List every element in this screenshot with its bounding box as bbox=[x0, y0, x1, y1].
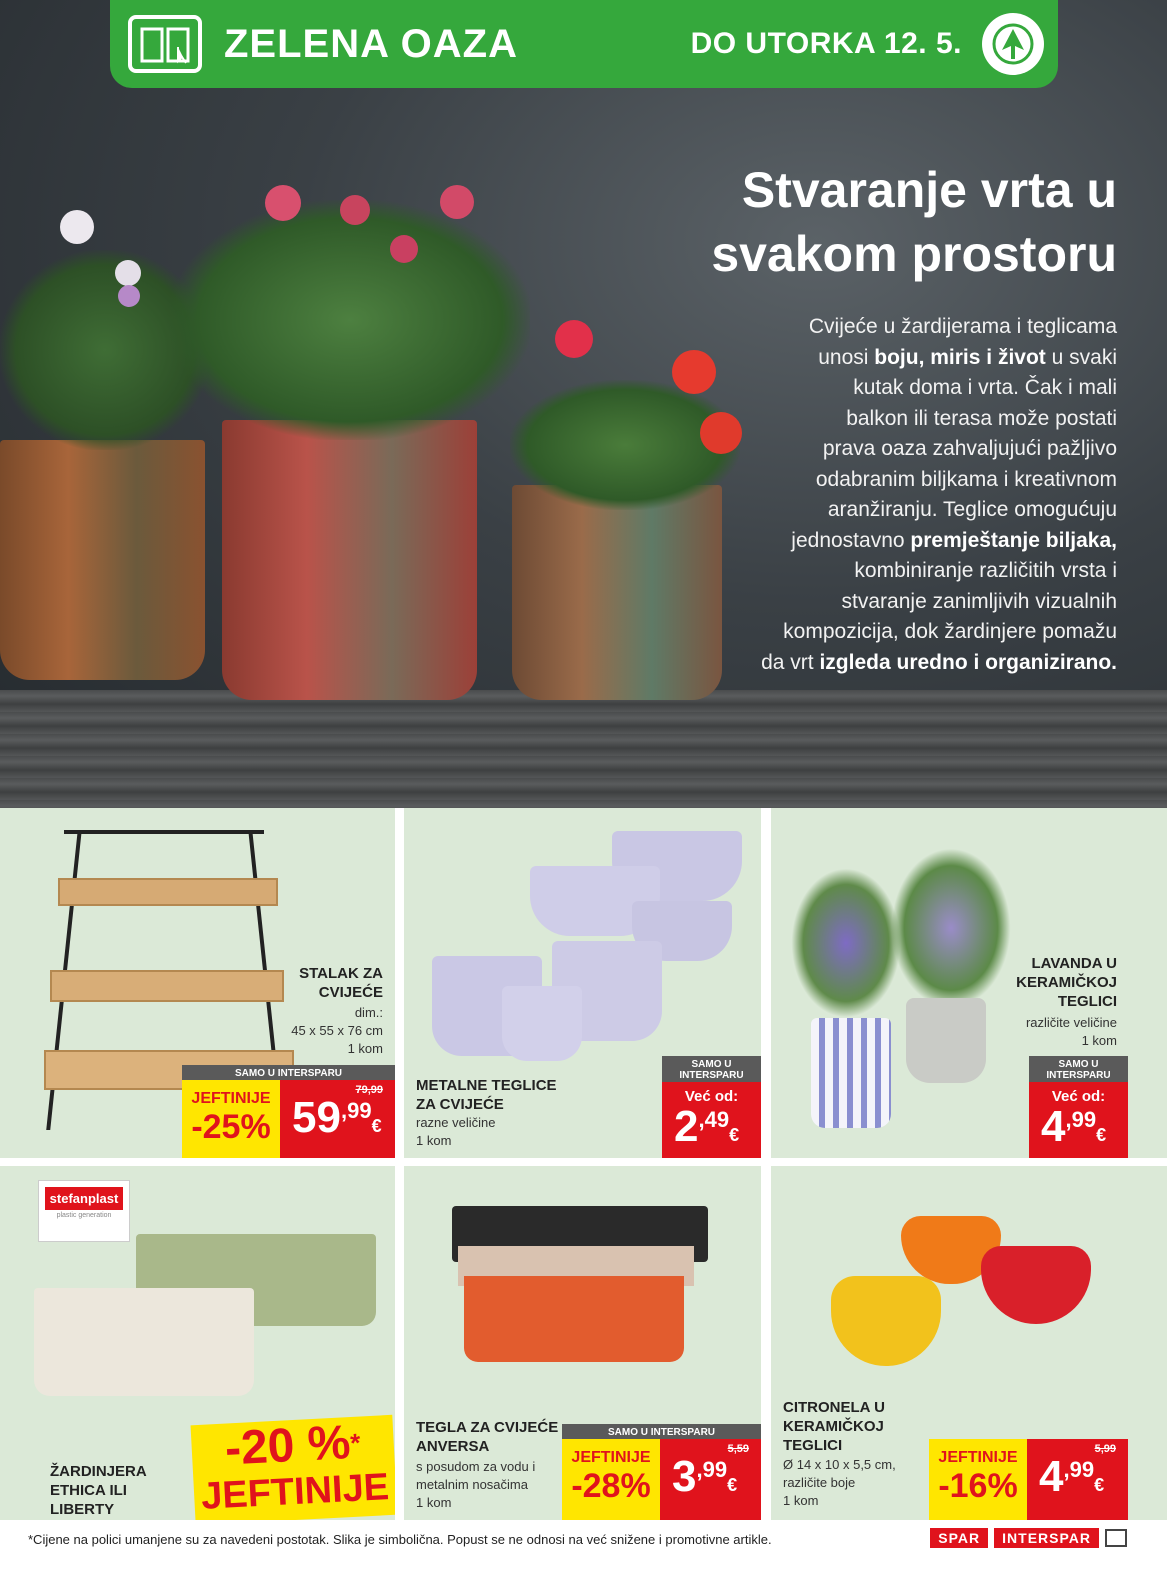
section-title: ZELENA OAZA bbox=[224, 21, 518, 66]
headline-line-2: svakom prostoru bbox=[711, 226, 1117, 282]
intro-line: odabranim biljkama i kreativnom bbox=[815, 467, 1117, 491]
interspar-logo: INTERSPAR bbox=[994, 1528, 1099, 1548]
price-tag: Već od: $4^{,99}€$ bbox=[1029, 1082, 1128, 1158]
offer-date: DO UTORKA 12. 5. bbox=[690, 27, 962, 60]
flower-white bbox=[115, 260, 141, 286]
spar-tree-icon bbox=[982, 13, 1044, 75]
intro-line: da vrt izgleda uredno i organizirano. bbox=[761, 650, 1117, 674]
samo-badge: SAMO U INTERSPARU bbox=[182, 1065, 395, 1080]
product-desc: dim.: 45 x 55 x 76 cm 1 kom bbox=[291, 1005, 383, 1056]
flower-white bbox=[60, 210, 94, 244]
product-card-metalne-teglice[interactable] bbox=[404, 808, 761, 1158]
intro-line: kutak doma i vrta. Čak i mali bbox=[853, 376, 1117, 399]
samo-badge: SAMO U INTERSPARU bbox=[662, 1056, 761, 1082]
price-tag: 5,59 $3^{,99}€$ bbox=[660, 1439, 761, 1520]
store-logos bbox=[930, 1528, 1127, 1548]
price: 2 bbox=[674, 1102, 699, 1151]
price: 3 bbox=[672, 1452, 697, 1501]
product-desc: različite veličine 1 kom bbox=[1025, 1015, 1117, 1048]
product-grid bbox=[0, 808, 1167, 1520]
old-price: 5,99 bbox=[1094, 1443, 1116, 1455]
price: 4 bbox=[1041, 1102, 1066, 1151]
product-desc: s posudom za vodu i metalnim nosačima 1 kom bbox=[416, 1459, 536, 1510]
product-card-lavanda[interactable] bbox=[771, 808, 1167, 1158]
stefanplast-logo: stefanplast plastic generation bbox=[38, 1180, 130, 1242]
foliage-center bbox=[170, 200, 530, 440]
intro-line: prava oaza zahvaljujući pažljivo bbox=[822, 437, 1117, 460]
catalog-book-icon[interactable] bbox=[128, 15, 202, 73]
product-name: LAVANDA U KERAMIČKOJ TEGLICI bbox=[1016, 955, 1117, 1010]
footnote: *Cijene na polici umanjene su za navedeni postotak. Slika je simbolična. Popust se ne odnosi na već snižene i promotivne artikle. bbox=[28, 1532, 772, 1547]
product-name: STALAK ZA CVIJEĆE bbox=[299, 965, 383, 1001]
discount-badge: JEFTINIJE -28% bbox=[562, 1439, 660, 1520]
spar-logo: SPAR bbox=[930, 1528, 988, 1548]
flower-red bbox=[555, 320, 593, 358]
intro-line: unosi boju, miris i život u svaki bbox=[818, 345, 1117, 369]
flower-red bbox=[672, 350, 716, 394]
product-desc: razne veličine 1 kom bbox=[416, 1115, 496, 1148]
price-tag: 79,99 $59^{,99}€$ bbox=[280, 1080, 395, 1158]
price-tag: 5,99 $4^{,99}€$ bbox=[1027, 1439, 1128, 1520]
intro-line: balkon ili terasa može postati bbox=[846, 406, 1117, 430]
wooden-shelf bbox=[0, 690, 1167, 808]
product-name: CITRONELA U KERAMIČKOJ TEGLICI bbox=[783, 1399, 885, 1454]
footer bbox=[0, 1522, 1167, 1584]
product-image-planters bbox=[30, 1226, 380, 1426]
intro-line: kombiniranje različitih vrsta i bbox=[854, 559, 1117, 582]
product-desc: Ø 14 x 10 x 5,5 cm, različite boje 1 kom bbox=[783, 1457, 896, 1508]
intro-line: stvaranje zanimljivih vizualnih bbox=[841, 589, 1117, 613]
old-price: 5,59 bbox=[727, 1443, 749, 1455]
flower-pink bbox=[340, 195, 370, 225]
red-pot-center bbox=[222, 420, 477, 700]
product-card-stalak[interactable] bbox=[0, 808, 395, 1158]
intro-line: Cvijeće u žardijerama i teglicama bbox=[808, 315, 1117, 338]
product-card-citronela[interactable] bbox=[771, 1166, 1167, 1520]
product-image-citronella bbox=[821, 1206, 1121, 1376]
price: 59 bbox=[292, 1093, 341, 1142]
product-name: TEGLA ZA CVIJEĆE ANVERSA bbox=[416, 1419, 559, 1455]
samo-badge: SAMO U INTERSPARU bbox=[562, 1424, 761, 1439]
product-image-lavender bbox=[781, 848, 1031, 1138]
intro-line: aranžiranju. Teglice omogućuju bbox=[827, 498, 1117, 521]
flower-pink bbox=[265, 185, 301, 221]
discount-badge: JEFTINIJE -16% bbox=[929, 1439, 1027, 1520]
product-card-tegla-anversa[interactable] bbox=[404, 1166, 761, 1520]
discount-badge-20: -20 %* JEFTINIJE bbox=[191, 1415, 395, 1520]
flower-pink bbox=[390, 235, 418, 263]
product-image-planter-box bbox=[448, 1206, 718, 1376]
hero-intro-text bbox=[717, 312, 1117, 678]
flower-pink bbox=[440, 185, 474, 219]
price-tag: Već od: $2^{,49}€$ bbox=[662, 1082, 761, 1158]
samo-badge: SAMO U INTERSPARU bbox=[1029, 1056, 1128, 1082]
discount-badge: JEFTINIJE -25% bbox=[182, 1080, 280, 1158]
intro-line: jednostavno premještanje biljaka, bbox=[791, 528, 1117, 552]
price: 4 bbox=[1039, 1452, 1064, 1501]
header-bar bbox=[110, 0, 1058, 88]
product-card-zardinjera[interactable] bbox=[0, 1166, 395, 1520]
hero-headline bbox=[711, 158, 1117, 286]
intro-line: kompozicija, dok žardinjere pomažu bbox=[783, 620, 1117, 643]
old-price: 79,99 bbox=[355, 1084, 383, 1096]
product-name: METALNE TEGLICE ZA CVIJEĆE bbox=[416, 1077, 557, 1113]
headline-line-1: Stvaranje vrta u bbox=[741, 162, 1117, 218]
copper-pot-right bbox=[512, 485, 722, 700]
loyalty-box-icon bbox=[1105, 1529, 1127, 1547]
rusty-pot-left bbox=[0, 440, 205, 680]
product-image-tin-pots bbox=[422, 826, 752, 1066]
flower-purple bbox=[118, 285, 140, 307]
product-name: ŽARDINJERA ETHICA ILI LIBERTY bbox=[50, 1463, 147, 1518]
